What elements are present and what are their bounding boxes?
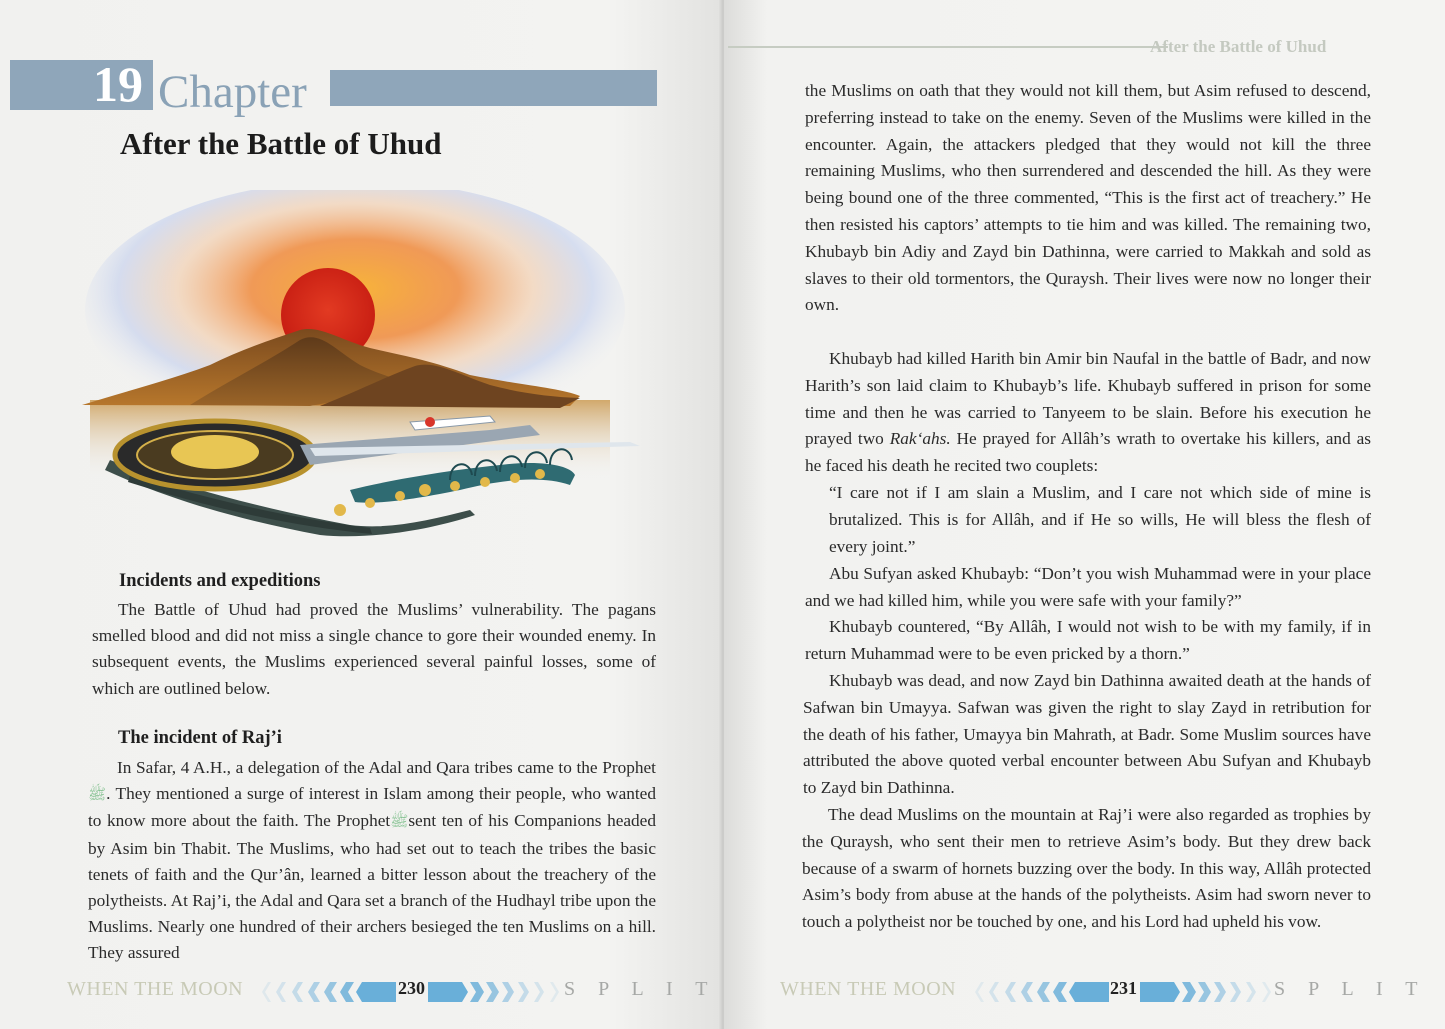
paragraph-zayd: Khubayb was dead, and now Zayd bin Dathinna awaited death at the hands of Safwan bin Umayya. Safwan was given the right to slay Zayd in retribution for the death of his father, Umayya bin Mahrath, at Badr. Some Muslim sources have attributed the above quoted verbal encounter between Abu Sufyan and Khubayb to Zayd bin Dathinna. — [803, 671, 1371, 798]
salutation-icon: ﷺ — [88, 787, 107, 804]
rakahs-term: Rak‘ahs. — [889, 429, 951, 449]
chapter-band-right — [330, 70, 657, 106]
footer-chevrons-right-icon — [428, 982, 562, 1002]
footer-chevrons-left-icon — [262, 982, 396, 1002]
footer-left — [0, 978, 722, 1006]
footer-book-title-right: S P L I T — [1274, 978, 1427, 1000]
chapter-title: After the Battle of Uhud — [120, 126, 442, 161]
section-heading-incidents: Incidents and expeditions — [119, 571, 321, 591]
footer-chevrons-left-icon — [975, 982, 1109, 1002]
salutation-icon: ﷺ — [390, 814, 409, 831]
running-head-rule — [728, 46, 1168, 48]
chapter-illustration — [70, 190, 670, 550]
paragraph-countered: Khubayb countered, “By Allâh, I would not wish to be with my family, if in return Muhammad were to be even pricked by a thorn.” — [805, 617, 1371, 663]
paragraph-oath: the Muslims on oath that they would not kill them, but Asim refused to descend, preferring instead to take on the enemy. Seven of the Muslims were killed in the encounter. Again, the attackers pledged that they would not kill the three remaining Muslims, who then surrendered and descended the hill. As they were being bound one of the three commented, “This is the first act of treachery.” He then resisted his captors’ attempts to tie him and was killed. The remaining two, Khubayb bin Adiy and Zayd bin Dathinna, were carried to Makkah and sold as slaves to their old tormentors, the Quraysh. Their lives were now no longer their own. — [805, 81, 1371, 315]
right-page — [724, 0, 1445, 1029]
chapter-number: 19 — [93, 56, 143, 112]
section-heading-raji: The incident of Raj’i — [118, 728, 282, 748]
footer-chevrons-right-icon — [1140, 982, 1274, 1002]
footer-book-title-left: WHEN THE MOON — [780, 978, 957, 1000]
khubayb-text-b: He prayed for Allâh’s wrath to overtake his killers, and as he faced his death he recited two couplets: — [805, 429, 1371, 476]
footer-book-title-right: S P L I T — [564, 978, 717, 1000]
khubayb-text-a: Khubayb had killed Harith bin Amir bin Naufal in the battle of Badr, and now Harith’s son laid claim to Khubayb’s life. Khubayb suffered in prison for some time and then he was carried to Tanyeem to be slain. Before his execution he prayed two — [805, 349, 1371, 449]
quote-couplets: “I care not if I am slain a Muslim, and I care not which side of mine is brutalized. This is for Allâh, and if He so wills, He will bless the flesh of every joint.” — [829, 483, 1371, 556]
footer-right — [724, 978, 1445, 1006]
footer-book-title-left: WHEN THE MOON — [67, 978, 244, 1000]
paragraph-incidents: The Battle of Uhud had proved the Muslims’ vulnerability. The pagans smelled blood and did not miss a single chance to gore their wounded enemy. In subsequent events, the Muslims experienced several painful losses, some of which are outlined below. — [92, 600, 656, 698]
page-number: 230 — [398, 978, 425, 998]
raji-text-b: . They mentioned a surge of interest in Islam among their people, who wanted to know more about the faith. The Prophet — [88, 784, 656, 831]
running-head: After the Battle of Uhud — [1150, 37, 1327, 56]
left-page — [0, 0, 722, 1029]
paragraph-hornets: The dead Muslims on the mountain at Raj’i were also regarded as trophies by the Quraysh, who sent their men to retrieve Asim’s body. But they drew back because of a swarm of hornets buzzing over the body. In this way, Allâh protected Asim’s body from abuse at the hands of the polytheists. Asim had sworn never to touch a polytheist nor be touched by one, and his Lord had upheld his vow. — [802, 805, 1371, 932]
paragraph-raji — [88, 755, 656, 967]
page-number: 231 — [1110, 978, 1137, 998]
paragraph-khubayb — [805, 346, 1371, 480]
paragraph-abu-sufyan: Abu Sufyan asked Khubayb: “Don’t you wish Muhammad were in your place and we had killed him, while you were safe with your family?” — [805, 564, 1371, 610]
chapter-word: Chapter — [158, 66, 307, 118]
raji-text-c: sent ten of his Companions headed by Asim bin Thabit. The Muslims, who had set out to teach the tribes the basic tenets of faith and the Qur’ân, learned a bitter lesson about the treachery of the polytheists. At Raj’i, the Adal and Qara set a branch of the Hudhayl tribe upon the Muslims. Nearly one hundred of their archers besieged the ten Muslims on a hill. They assured — [88, 811, 656, 963]
raji-text-a: In Safar, 4 A.H., a delegation of the Adal and Qara tribes came to the Prophet — [117, 758, 656, 777]
